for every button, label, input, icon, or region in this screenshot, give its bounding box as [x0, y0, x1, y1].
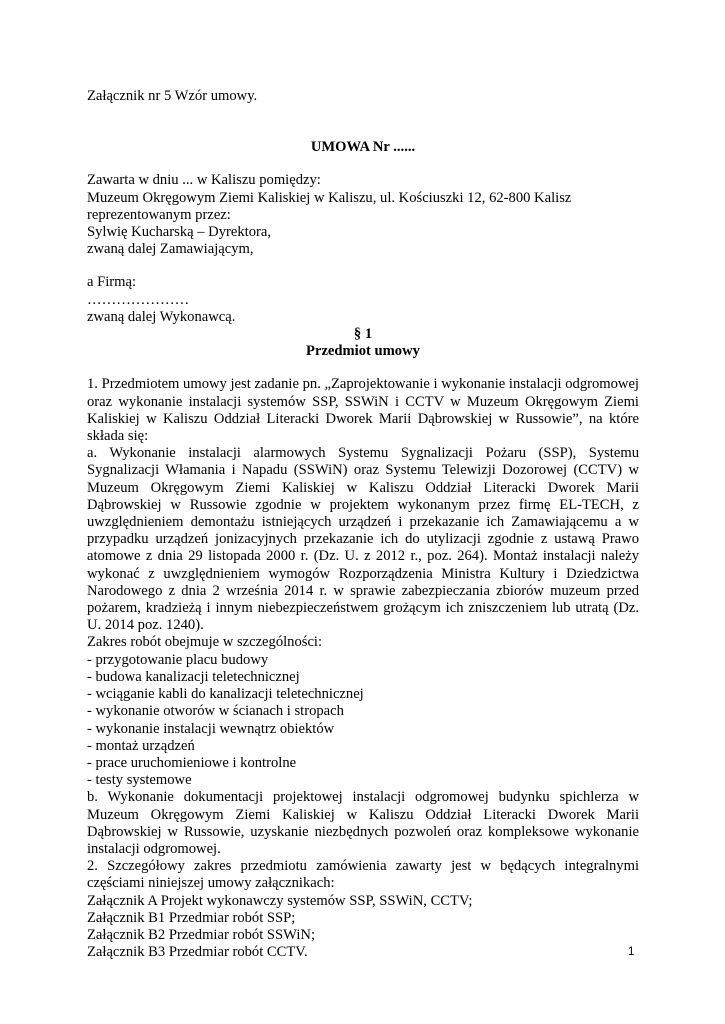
contract-title: UMOWA Nr ...... [310, 139, 416, 156]
page-number: 1 [628, 946, 635, 958]
orderer-alias: zwaną dalej Zamawiającym, [87, 241, 254, 258]
spacer [87, 258, 639, 274]
document-page [87, 88, 639, 961]
section-heading: Przedmiot umowy [306, 343, 420, 360]
list-item: - prace uruchomieniowe i kontrolne [87, 754, 297, 771]
firm-placeholder: ………………… [87, 291, 190, 308]
paragraph-b: b. Wykonanie dokumentacji projektowej instalacji odgromowej budynku spichlerza w Muzeum Okręgowym Ziemi Kaliskiej w Kaliszu Oddział Literacki Dworek Marii Dąbrowskiej w Russowie, uzyskanie niezbędnych pozwoleń oraz kompleksowe wykonanie instalacji odgromowej. [87, 789, 639, 857]
list-item: - wykonanie otworów w ścianach i stropach [87, 703, 344, 720]
parties-intro: Zawarta w dniu ... w Kaliszu pomiędzy: [87, 172, 321, 189]
spacer [87, 360, 639, 376]
represented-by: reprezentowanym przez: [87, 206, 231, 223]
attachment-item: Załącznik B3 Przedmiar robót CCTV. [87, 944, 308, 961]
contractor-alias: zwaną dalej Wykonawcą. [87, 308, 236, 325]
section-symbol: § 1 [353, 326, 373, 343]
list-item: - montaż urządzeń [87, 737, 195, 754]
scope-list [87, 652, 639, 790]
attachments-list [87, 893, 639, 962]
list-item: - budowa kanalizacji teletechnicznej [87, 668, 300, 685]
attachment-item: Załącznik B1 Przedmiar robót SSP; [87, 909, 296, 926]
paragraph-a: a. Wykonanie instalacji alarmowych Systemu Sygnalizacji Pożaru (SSP), Systemu Sygnalizacji Włamania i Napadu (SSWiN) oraz Systemu Telewizji Dozorowej (CCTV) w Muzeum Okręgowym Ziemi Kaliskiej w Kaliszu Oddział Literacki Dworek Marii Dąbrowskiej w Russowie zgodnie w projektem wykonanym przez firmę EL-TECH, z uwzględnieniem demontażu istniejących urządzeń i przekazanie ich Zamawiającemu a w przypadku urządzeń jonizacyjnych przekazanie ich do utylizacji zgodnie z ustawą Prawo atomowe z dnia 29 listopada 2000 r. (Dz. U. z 2012 r., poz. 264). Montaż instalacji należy wykonać z uwzględnieniem wymogów Rozporządzenia Ministra Kultury i Dziedzictwa Narodowego z dnia 2 września 2014 r. w sprawie zabezpieczania zbiorów muzeum przed pożarem, kradzieżą i innym niebezpieczeństwem grożącym ich zniszczeniem lub utratą (Dz. U. 2014 poz. 1240). [87, 445, 639, 634]
attachment-item: Załącznik A Projekt wykonawczy systemów SSP, SSWiN, CCTV; [87, 892, 473, 909]
orderer-name: Muzeum Okręgowym Ziemi Kaliskiej w Kaliszu, ul. Kościuszki 12, 62-800 Kalisz [87, 189, 572, 206]
attachment-item: Załącznik B2 Przedmiar robót SSWiN; [87, 926, 315, 943]
list-item: - wciąganie kabli do kanalizacji teletechnicznej [87, 686, 364, 703]
attachment-note: Załącznik nr 5 Wzór umowy. [87, 88, 258, 104]
list-item: - wykonanie instalacji wewnątrz obiektów [87, 720, 335, 737]
list-item: - przygotowanie placu budowy [87, 651, 269, 668]
paragraph-2: 2. Szczegółowy zakres przedmiotu zamówienia zawarty jest w będących integralnymi częściami niniejszej umowy załącznikach: [87, 858, 639, 892]
scope-intro: Zakres robót obejmuje w szczególności: [87, 634, 323, 651]
director-name: Sylwię Kucharską – Dyrektora, [87, 224, 271, 241]
and-firm: a Firmą: [87, 274, 137, 291]
paragraph-1: 1. Przedmiotem umowy jest zadanie pn. „Zaprojektowanie i wykonanie instalacji odgromowej oraz wykonanie instalacji systemów SSP, SSWiN i CCTV w Muzeum Okręgowym Ziemi Kaliskiej w Kaliszu Oddział Literacki Dworek Marii Dąbrowskiej w Russowie”, na które składa się: [87, 376, 639, 445]
list-item: - testy systemowe [87, 772, 192, 789]
spacer [87, 156, 639, 172]
spacer [87, 105, 639, 139]
